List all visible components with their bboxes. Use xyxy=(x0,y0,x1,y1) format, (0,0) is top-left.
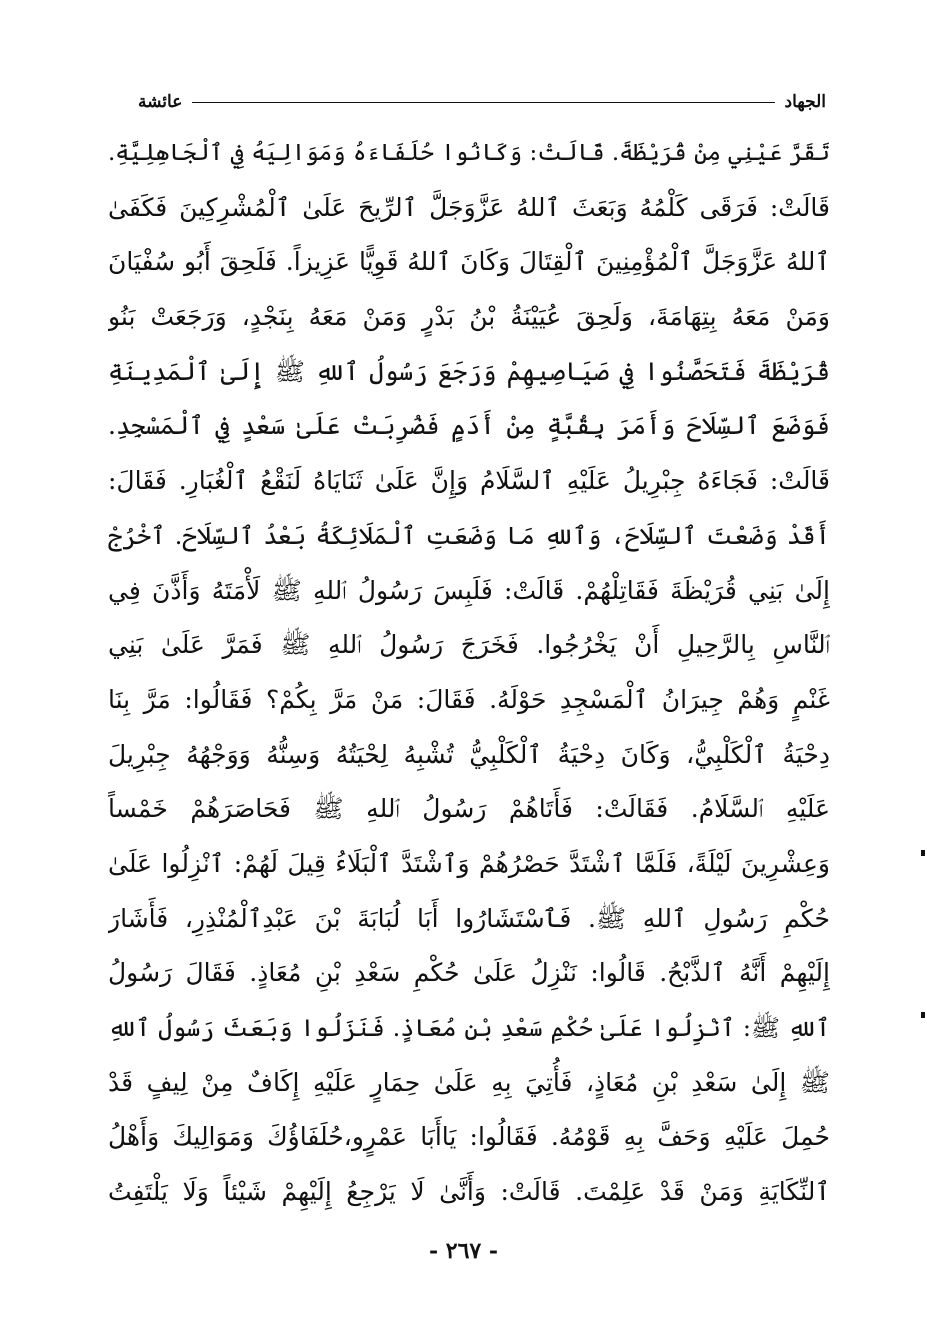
text-line: قَالَتْ: فَرَقَى كَلْمُهُ وَبَعَثَ ٱللهُ عَزَّوَجَلَّ ٱلرِّيحَ عَلَىٰ ٱلْمُشْرِكِينَ فَكَفَىٰ xyxy=(108,192,830,222)
text-line: إِلَيْهِمْ أَنَّهُ ٱلذَّبْحُ. قَالُوا: نَنْزِلُ عَلَىٰ حُكْمِ سَعْدِ بْنِ مُعَاذٍ. فَقَالَ رَسُولُ xyxy=(108,958,830,988)
text-line: حُمِلَ عَلَيْهِ وَحَفَّ بِهِ قَوْمُهُ. فَقَالُوا: يَاأَبَا عَمْرٍو،حُلَفَاؤُكَ وَمَوَالِيكَ وَأَهْلُ xyxy=(108,1122,830,1152)
text-line: قَالَتْ: فَجَاءَهُ جِبْرِيلُ عَلَيْهِ ٱلسَّلَامُ وَإِنَّ عَلَىٰ ثَنَايَاهُ لَنَقْعُ ٱلْغُبَارِ. فَقَالَ: xyxy=(108,466,830,496)
text-line: حُكْمِ رَسُولِ ٱللهِ ﷺ. فَٱسْتَشَارُوا أَبَا لُبَابَةَ بْنَ عَبْدِٱلْمُنْذِرِ، فَأَشَارَ xyxy=(108,903,830,933)
text-line: فَوَضَعَ ٱلسِّلَاحَ وَأَمَرَ بِقُبَّةٍ مِنْ أَدَمٍ فَضُرِبَتْ عَلَىٰ سَعْدٍ فِي ٱلْمَسْجِدِ. xyxy=(108,411,830,441)
running-header xyxy=(138,88,826,116)
page-number: - ٢٦٧ - xyxy=(428,1238,499,1264)
text-line: غَنْمٍ وَهُمْ جِيرَانُ ٱلْمَسْجِدِ حَوْلَهُ. فَقَالَ: مَنْ مَرَّ بِكُمْ؟ فَقَالُوا: مَرَّ بِنَا xyxy=(108,684,830,714)
text-line: قُرَيْظَةَ فَتَحَصَّنُوا فِي صَيَاصِيهِمْ وَرَجَعَ رَسُولُ ٱللهِ ﷺ إِلَىٰ ٱلْمَدِينَةِ xyxy=(108,356,830,386)
text-line: عَلَيْهِ ٱلسَّلَامُ. فَقَالَتْ: فَأَتَاهُمْ رَسُولُ ٱللهِ ﷺ فَحَاصَرَهُمْ خَمْساً xyxy=(108,794,830,824)
text-line: ٱللهِ ﷺ: ٱنْزِلُوا عَلَىٰ حُكْمِ سَعْدِ بْنِ مُعَاذٍ. فَنَزَلُوا وَبَعَثَ رَسُولُ ٱللهِ xyxy=(108,1014,830,1042)
chapter-title: الجهاد xyxy=(784,92,826,112)
text-line: تَقَرَّ عَيْنِي مِنْ قُرَيْظَةَ. قَالَتْ: وَكَانُوا حُلَفَاءَهُ وَمَوَالِيَهُ فِي ٱلْجَاهِلِيَّةِ. xyxy=(108,140,830,166)
text-line: ٱللهُ عَزَّوَجَلَّ ٱلْمُؤْمِنِينَ ٱلْقِتَالَ وَكَانَ ٱللهُ قَوِيًّا عَزِيزاً. فَلَحِقَ أَبُو سُفْيَانَ xyxy=(108,247,830,277)
body-text xyxy=(108,126,830,1231)
text-line: أَقَدْ وَضَعْتَ ٱلسِّلَاحَ، وَٱللهِ مَا وَضَعَتِ ٱلْمَلَائِكَةُ بَعْدُ ٱلسِّلَاحَ. ٱخْرُجْ xyxy=(108,520,830,550)
text-line: وَعِشْرِينَ لَيْلَةً، فَلَمَّا ٱشْتَدَّ حَصْرُهُمْ وَٱشْتَدَّ ٱلْبَلَاءُ قِيلَ لَهُمْ: ٱنْزِلُوا عَلَىٰ xyxy=(108,848,830,878)
scan-mark xyxy=(921,1012,925,1018)
text-line: ٱلنَّاسِ بِالرَّحِيلِ أَنْ يَخْرُجُوا. فَخَرَجَ رَسُولُ ٱللهِ ﷺ فَمَرَّ عَلَىٰ بَنِي xyxy=(108,630,830,660)
text-line: وَمَنْ مَعَهُ بِتِهَامَةَ، وَلَحِقَ عُيَيْنَةُ بْنُ بَدْرٍ وَمَنْ مَعَهُ بِنَجْدٍ، وَرَجَعَتْ بَنُو xyxy=(108,302,830,332)
text-line: ﷺ إِلَىٰ سَعْدِ بْنِ مُعَاذٍ، فَأُتِيَ بِهِ عَلَىٰ حِمَارٍ عَلَيْهِ إِكَافٌ مِنْ لِيفٍ قَدْ xyxy=(108,1067,830,1097)
text-line: إِلَىٰ بَنِي قُرَيْظَةَ فَقَاتِلْهُمْ. قَالَتْ: فَلَبِسَ رَسُولُ ٱللهِ ﷺ لَأْمَتَهُ وَأَذَّنَ فِي xyxy=(108,575,830,605)
header-rule xyxy=(192,102,774,103)
text-line: دِحْيَةُ ٱلْكَلْبِيُّ، وَكَانَ دِحْيَةُ ٱلْكَلْبِيُّ تُشْبِهُ لِحْيَتُهُ وَسِنُّهُ وَوَجْهُهُ جِبْرِيلَ xyxy=(108,739,830,769)
section-title: عائشة xyxy=(138,92,183,112)
scan-mark xyxy=(921,850,925,856)
text-line: ٱلنِّكَايَةِ وَمَنْ قَدْ عَلِمْتَ. قَالَتْ: وَأَنَّىٰ لَا يَرْجِعُ إِلَيْهِمْ شَيْئاً وَلَا يَلْتَفِتُ xyxy=(108,1177,830,1207)
